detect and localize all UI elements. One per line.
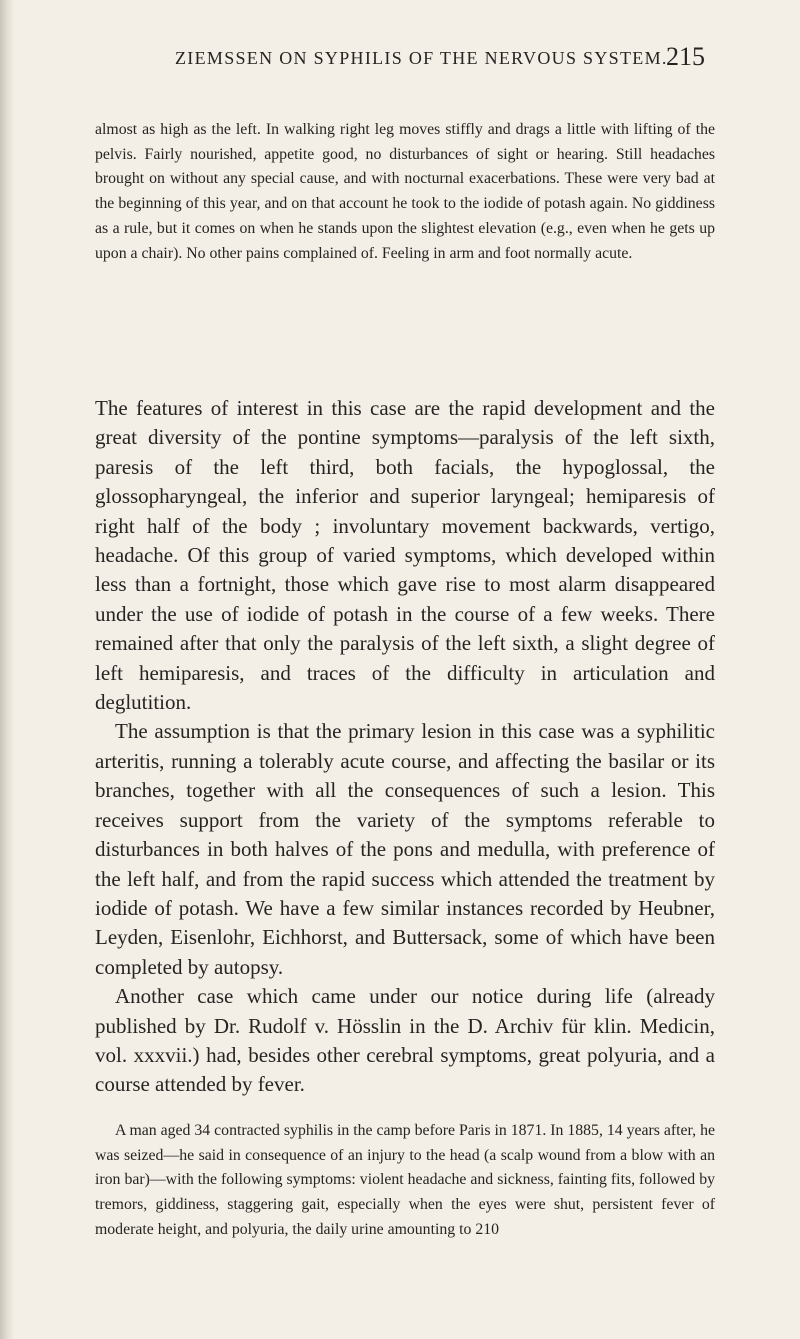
case-note-paragraph: almost as high as the left. In walking right leg moves stiffly and drags a little with lifting of the pelvis. Fairly nourished, appetite good, no disturbances of sight or hearing. Still headaches brought on without any special cause, and with nocturnal exacerbations. These were very bad at the beginning of this year, and on that account he took to the iodide of potash again. No giddiness as a rule, but it comes on when he stands upon the slightest elevation (e.g., even when he gets up upon a chair). No other pains complained of. Feeling in arm and foot normally acute. — [95, 121, 715, 262]
case-note — [95, 1119, 715, 1243]
page-header — [175, 42, 705, 76]
main-text — [95, 394, 715, 1100]
case-note-continuation — [95, 118, 715, 266]
case-note-paragraph: A man aged 34 contracted syphilis in the camp before Paris in 1871. In 1885, 14 years after, he was seized—he said in consequence of an injury to the head (a scalp wound from a blow with an iron bar)—with the following symptoms: violent headache and sickness, fainting fits, followed by tremors, giddiness, staggering gait, especially when the eyes were shut, persistent fever of moderate height, and polyuria, the daily urine amounting to 210 — [95, 1122, 715, 1238]
page-number: 215 — [666, 42, 705, 71]
body-paragraph: The assumption is that the primary lesion in this case was a syphilitic arteritis, running a tolerably acute course, and affecting the basilar or its branches, together with all the consequences of such a lesion. This receives support from the variety of the symptoms referable to disturbances in both halves of the pons and medulla, with preference of the left half, and from the rapid success which attended the treatment by iodide of potash. We have a few similar instances recorded by Heubner, Leyden, Eisenlohr, Eichhorst, and Buttersack, some of which have been completed by autopsy. — [95, 719, 715, 979]
running-head: ZIEMSSEN ON SYPHILIS OF THE NERVOUS SYSTEM. — [175, 48, 668, 68]
body-paragraph: Another case which came under our notice during life (already published by Dr. Rudolf v. Hösslin in the D. Archiv für klin. Medicin, vol. xxxvii.) had, besides other cerebral symptoms, great polyuria, and a course attended by fever. — [95, 984, 715, 1097]
page-edge-shadow — [0, 0, 14, 1339]
body-paragraph: The features of interest in this case are the rapid development and the great diversity of the pontine symptoms—paralysis of the left sixth, paresis of the left third, both facials, the hypoglossal, the glossopharyngeal, the inferior and superior laryngeal; hemiparesis of right half of the body ; involuntary movement backwards, vertigo, headache. Of this group of varied symptoms, which developed within less than a fortnight, those which gave rise to most alarm disappeared under the use of iodide of potash in the course of a few weeks. There remained after that only the paralysis of the left sixth, a slight degree of left hemiparesis, and traces of the difficulty in articulation and deglutition. — [95, 396, 715, 715]
